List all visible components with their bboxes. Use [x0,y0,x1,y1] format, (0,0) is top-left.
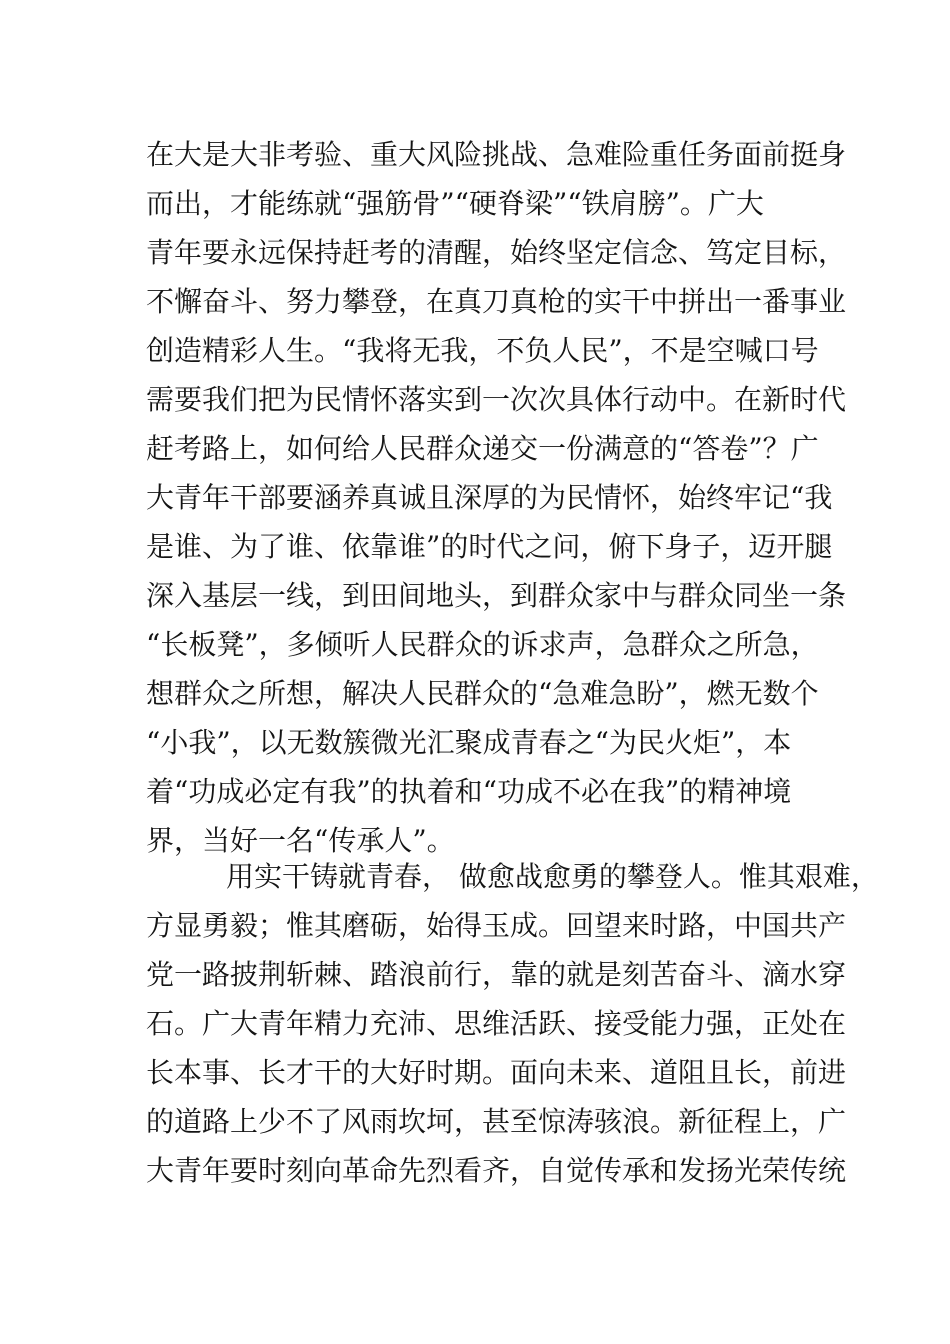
text-line: 的道路上少不了风雨坎坷，甚至惊涛骇浪。新征程上，广 [146,1105,847,1138]
text-line: 不懈奋斗、努力攀登，在真刀真枪的实干中拼出一番事业 [146,285,847,318]
text-line: 大青年要时刻向革命先烈看齐，自觉传承和发扬光荣传统 [146,1154,847,1187]
text-line: 需要我们把为民情怀落实到一次次具体行动中。在新时代 [146,383,847,416]
text-line: 是谁、为了谁、依靠谁”的时代之问，俯下身子，迈开腿 [146,530,833,563]
text-line: 大青年干部要涵养真诚且深厚的为民情怀，始终牢记“我 [146,481,833,514]
text-line: 着“功成必定有我”的执着和“功成不必在我”的精神境 [146,775,792,808]
text-line: “长板凳”，多倾听人民群众的诉求声，急群众之所急， [146,628,819,661]
paragraph-2 [146,852,879,1195]
text-line-first-indented: 用实干铸就青春， 做愈战愈勇的攀登人。惟其艰难， [226,860,879,893]
text-line: 创造精彩人生。“我将无我，不负人民”，不是空喊口号 [146,334,819,367]
text-line: 青年要永远保持赶考的清醒，始终坚定信念、笃定目标， [146,236,847,269]
text-line: 赶考路上，如何给人民群众递交一份满意的“答卷”？广 [146,432,819,465]
text-line: 方显勇毅；惟其磨砺，始得玉成。回望来时路，中国共产 [146,909,847,942]
text-line: 党一路披荆斩棘、踏浪前行，靠的就是刻苦奋斗、滴水穿 [146,958,847,991]
text-line: 石。广大青年精力充沛、思维活跃、接受能力强，正处在 [146,1007,847,1040]
text-line: 而出，才能练就“强筋骨”“硬脊梁”“铁肩膀”。广大 [146,187,764,220]
text-line: 在大是大非考验、重大风险挑战、急难险重任务面前挺身 [146,138,847,171]
text-line: 深入基层一线，到田间地头，到群众家中与群众同坐一条 [146,579,847,612]
text-line: “小我”，以无数簇微光汇聚成青春之“为民火炬”，本 [146,726,792,759]
text-line: 长本事、长才干的大好时期。面向未来、道阻且长，前进 [146,1056,847,1089]
text-line: 界，当好一名“传承人”。 [146,824,455,857]
paragraph-1 [146,130,847,865]
text-line: 想群众之所想，解决人民群众的“急难急盼”，燃无数个 [146,677,819,710]
